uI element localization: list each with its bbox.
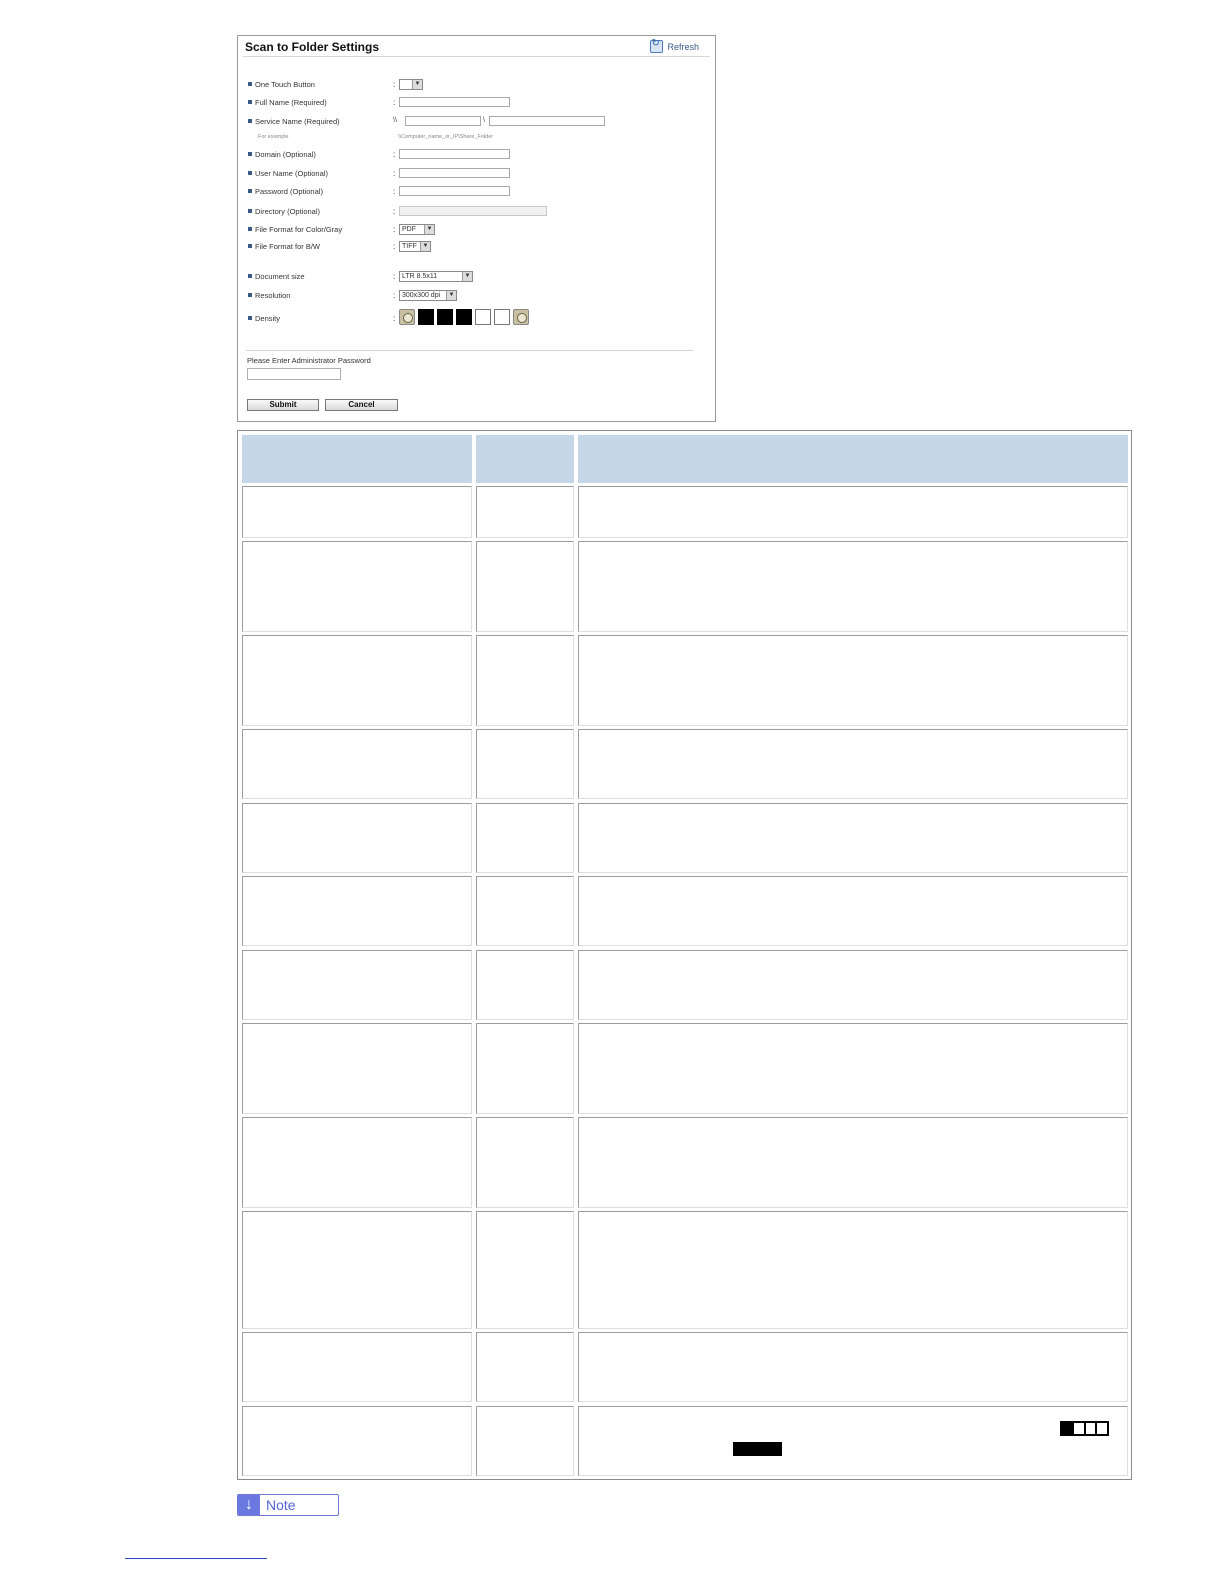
one-touch-select[interactable] <box>399 79 423 90</box>
panel-title: Scan to Folder Settings <box>245 40 380 54</box>
table-cell <box>242 1406 472 1476</box>
chevron-down-icon: ▼ <box>462 272 472 281</box>
example-label: For example <box>258 134 289 140</box>
density-decrease-button[interactable] <box>399 309 415 325</box>
selected-value: LTR 8.5x11 <box>402 273 438 280</box>
density-increase-button[interactable] <box>513 309 529 325</box>
table-cell <box>476 729 574 799</box>
table-header-cell <box>476 435 574 483</box>
table-cell <box>476 635 574 726</box>
density-dark-icon <box>733 1442 782 1456</box>
density-scale-icon <box>1060 1421 1109 1436</box>
density-cell <box>456 309 472 325</box>
density-cell <box>494 309 510 325</box>
table-cell <box>578 1117 1128 1208</box>
colon: : <box>393 150 396 159</box>
table-cell <box>242 1117 472 1208</box>
table-cell <box>578 635 1128 726</box>
colon: : <box>393 169 396 178</box>
format-color-select[interactable] <box>399 224 435 235</box>
table-cell <box>242 803 472 873</box>
settings-reference-table <box>237 430 1132 1480</box>
note-label: Note <box>266 1497 296 1513</box>
table-cell <box>578 541 1128 632</box>
arrow-down-icon: ↓ <box>238 1495 260 1515</box>
field-label: Density <box>248 314 280 323</box>
resolution-select[interactable] <box>399 290 457 301</box>
density-cell <box>475 309 491 325</box>
colon: : <box>393 291 396 300</box>
service-separator: \ <box>483 117 485 124</box>
field-label: Document size <box>248 272 305 281</box>
colon: : <box>393 98 396 107</box>
table-cell <box>578 1023 1128 1114</box>
field-label: Password (Optional) <box>248 187 323 196</box>
field-label: User Name (Optional) <box>248 169 328 178</box>
table-header-cell <box>242 435 472 483</box>
selected-value: TIFF <box>402 243 417 250</box>
service-share-input[interactable] <box>489 116 605 126</box>
colon: : <box>393 314 396 323</box>
selected-value: 300x300 dpi <box>402 292 441 299</box>
admin-password-label: Please Enter Administrator Password <box>247 356 371 365</box>
service-prefix: \\ <box>393 117 397 124</box>
table-cell <box>242 1211 472 1329</box>
table-cell <box>578 950 1128 1020</box>
table-cell <box>578 729 1128 799</box>
password-input[interactable] <box>399 186 510 196</box>
table-cell <box>578 1211 1128 1329</box>
admin-password-input[interactable] <box>247 368 341 380</box>
table-cell <box>476 1211 574 1329</box>
full-name-input[interactable] <box>399 97 510 107</box>
table-cell <box>578 1406 1128 1476</box>
table-cell <box>476 950 574 1020</box>
cancel-button[interactable]: Cancel <box>325 399 398 411</box>
table-cell <box>242 635 472 726</box>
note-heading <box>237 1494 339 1516</box>
field-label: Domain (Optional) <box>248 150 316 159</box>
field-label: Directory (Optional) <box>248 207 320 216</box>
format-bw-select[interactable] <box>399 241 431 252</box>
table-cell <box>242 950 472 1020</box>
field-label: File Format for Color/Gray <box>248 225 342 234</box>
colon: : <box>393 272 396 281</box>
field-label: Resolution <box>248 291 290 300</box>
field-label: File Format for B/W <box>248 242 320 251</box>
refresh-button[interactable] <box>650 40 699 53</box>
table-cell <box>476 1117 574 1208</box>
table-cell <box>242 541 472 632</box>
field-label: Service Name (Required) <box>248 117 340 126</box>
form-divider <box>246 350 693 351</box>
title-divider <box>243 56 710 57</box>
table-cell <box>242 876 472 946</box>
colon: : <box>393 225 396 234</box>
table-cell <box>476 803 574 873</box>
table-cell <box>476 1023 574 1114</box>
table-cell <box>578 803 1128 873</box>
chevron-down-icon: ▼ <box>412 80 422 89</box>
table-cell <box>578 486 1128 538</box>
submit-button[interactable]: Submit <box>247 399 319 411</box>
refresh-label: Refresh <box>667 41 699 52</box>
table-cell <box>578 876 1128 946</box>
field-label: Full Name (Required) <box>248 98 327 107</box>
table-cell <box>578 1332 1128 1402</box>
service-computer-input[interactable] <box>405 116 481 126</box>
chevron-down-icon: ▼ <box>424 225 434 234</box>
table-cell <box>242 1332 472 1402</box>
table-cell <box>242 486 472 538</box>
chevron-down-icon: ▼ <box>446 291 456 300</box>
table-cell <box>476 876 574 946</box>
domain-input[interactable] <box>399 149 510 159</box>
document-size-select[interactable] <box>399 271 473 282</box>
field-label: One Touch Button <box>248 80 315 89</box>
table-cell <box>476 1332 574 1402</box>
colon: : <box>393 242 396 251</box>
colon: : <box>393 80 396 89</box>
density-cell <box>437 309 453 325</box>
table-cell <box>242 729 472 799</box>
directory-input[interactable] <box>399 206 547 216</box>
table-cell <box>476 486 574 538</box>
example-path: \\Computer_name_or_IP\Share_Folder <box>398 134 494 140</box>
density-cell <box>418 309 434 325</box>
selected-value: PDF <box>402 226 416 233</box>
scan-to-folder-settings-panel <box>237 35 716 422</box>
chevron-down-icon: ▼ <box>420 242 430 251</box>
table-cell <box>242 1023 472 1114</box>
colon: : <box>393 207 396 216</box>
refresh-icon <box>650 40 663 53</box>
footer-link-underline[interactable] <box>125 1558 267 1559</box>
colon: : <box>393 187 396 196</box>
table-cell <box>476 541 574 632</box>
user-name-input[interactable] <box>399 168 510 178</box>
density-control <box>399 309 529 325</box>
table-header-cell <box>578 435 1128 483</box>
table-cell <box>476 1406 574 1476</box>
